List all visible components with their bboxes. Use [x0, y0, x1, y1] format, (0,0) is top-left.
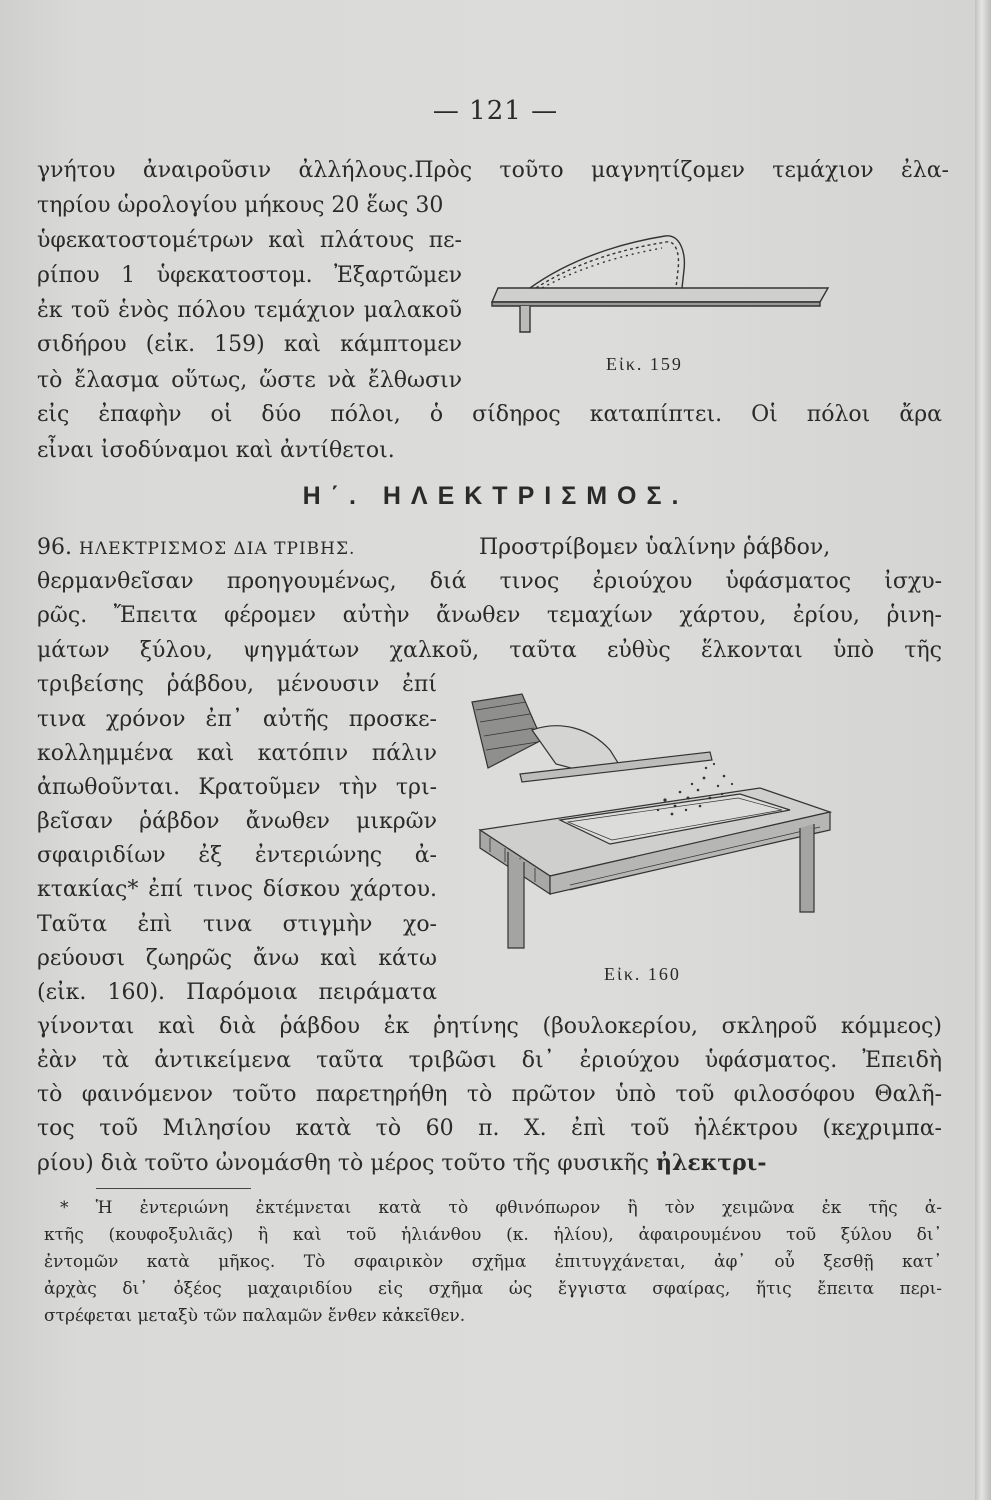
text-line: ἐὰν τὰ ἀντικείμενα ταῦτα τριβῶσι δι᾽ ἐριούχου ὑφάσματος. Ἐπειδὴ: [37, 1048, 942, 1073]
text-line: τὸ ἔλασμα οὕτως, ὥστε νὰ ἔλθωσιν: [37, 368, 462, 393]
text-line: βεῖσαν ῥάβδον ἄνωθεν μικρῶν: [37, 809, 437, 834]
term-bold: ἠλεκτρι-: [655, 1150, 767, 1176]
text-line: ὑφεκατοστομέτρων καὶ πλάτους πε-: [37, 228, 462, 253]
text-line: μάτων ξύλου, ψηγμάτων χαλκοῦ, ταῦτα εὐθὺς ἕλκονται ὑπὸ τῆς: [37, 638, 942, 663]
section-heading: [37, 533, 355, 564]
text-line: (εἰκ. 160). Παρόμοια πειράματα: [37, 980, 437, 1005]
section-number: 96.: [37, 535, 72, 560]
text-line: ἐκ τοῦ ἑνὸς πόλου τεμάχιον μαλακοῦ: [37, 298, 462, 323]
text-line: εἰς ἐπαφὴν οἱ δύο πόλοι, ὁ σίδηρος καταπίπτει. Οἱ πόλοι ἄρα: [37, 402, 942, 427]
page-number: — 121 —: [432, 96, 559, 126]
section-title: ΗΛΕΚΤΡΙΣΜΟΣ ΔΙΑ ΤΡΙΒΗΣ.: [79, 539, 356, 559]
text-line: [37, 1148, 766, 1179]
text-line: Ταῦτα ἐπὶ τινα στιγμὴν χο-: [37, 912, 437, 937]
page-edge: [975, 0, 991, 1500]
figure-160-caption: Εἰκ. 160: [604, 964, 681, 984]
footnote-line: στρέφεται μεταξὺ τῶν παλαμῶν ἔνθεν κἀκεῖθεν.: [44, 1306, 466, 1326]
text-line: τὸ φαινόμενον τοῦτο παρετηρήθη τὸ πρῶτον ὑπὸ τοῦ φιλοσόφου Θαλῆ-: [37, 1082, 942, 1107]
footnote-line: * Ἡ ἐντεριώνη ἐκτέμνεται κατὰ τὸ φθινόπωρον ἢ τὸν χειμῶνα ἐκ τῆς ἀ-: [60, 1198, 942, 1218]
text-line: εἶναι ἰσοδύναμοι καὶ ἀντίθετοι.: [37, 438, 395, 463]
figure-159-magnet-strip: [490, 222, 840, 342]
text-line: σιδήρου (εἰκ. 159) καὶ κάμπτομεν: [37, 332, 462, 357]
text-line: θερμανθεῖσαν προηγουμένως, διά τινος ἐριούχου ὑφάσματος ἰσχυ-: [37, 569, 942, 594]
text-line: τηρίου ὡρολογίου μήκους 20 ἕως 30: [37, 193, 444, 218]
figure-159-caption: Εἰκ. 159: [606, 354, 683, 374]
text-line: ρίπου 1 ὑφεκατοστομ. Ἐξαρτῶμεν: [37, 263, 462, 288]
text-line: κτακίας* ἐπί τινος δίσκου χάρτου.: [37, 877, 437, 902]
text-line: γίνονται καὶ διὰ ῥάβδου ἐκ ῥητίνης (βουλοκερίου, σκληροῦ κόμμεος): [37, 1014, 942, 1039]
text-line: Προστρίβομεν ὑαλίνην ῥάβδον,: [479, 535, 831, 560]
footnote-line: ἐντομῶν κατὰ μῆκος. Τὸ σφαιρικὸν σχῆμα ἐπιτυγχάνεται, ἀφ᾽ οὗ ξεσθῇ κατ᾽: [44, 1252, 942, 1272]
text-line: ρῶς. Ἔπειτα φέρομεν αὐτὴν ἄνωθεν τεμαχίων χάρτου, ἐρίου, ῥινη-: [37, 603, 942, 628]
figure-160-electrostatic-experiment: [460, 680, 860, 960]
text-line: ἀπωθοῦνται. Κρατοῦμεν τὴν τρι-: [37, 775, 437, 800]
text-line: ρεύουσι ζωηρῶς ἄνω καὶ κάτω: [37, 946, 437, 971]
footnote-rule: [96, 1188, 251, 1189]
text-line: τινα χρόνον ἐπ᾽ αὐτῆς προσκε-: [37, 707, 437, 732]
text-line-start: ρίου) διὰ τοῦτο ὠνομάσθη τὸ μέρος τοῦτο τῆς φυσικῆς: [37, 1151, 649, 1176]
text-line: τος τοῦ Μιλησίου κατὰ τὸ 60 π. Χ. ἐπὶ τοῦ ἠλέκτρου (κεχριμπα-: [37, 1116, 942, 1141]
chapter-heading: Η΄. ΗΛΕΚΤΡΙΣΜΟΣ.: [302, 482, 689, 510]
text-line: τριβείσης ῥάβδου, μένουσιν ἐπί: [37, 672, 437, 697]
footnote-line: κτῆς (κουφοξυλιᾶς) ἢ καὶ τοῦ ἡλιάνθου (κ. ἡλίου), ἀφαιρουμένου τοῦ ξύλου δι᾽: [44, 1225, 942, 1245]
text-line: σφαιριδίων ἐξ ἐντεριώνης ἀ-: [37, 843, 437, 868]
text-line: κολλημμένα καὶ κατόπιν πάλιν: [37, 741, 437, 766]
footnote-line: ἀρχὰς δι᾽ ὀξέος μαχαιριδίου εἰς σχῆμα ὡς ἔγγιστα σφαίρας, ἥτις ἔπειτα περι-: [44, 1279, 942, 1299]
text-line: γνήτου ἀναιροῦσιν ἀλλήλους.Πρὸς τοῦτο μαγνητίζομεν τεμάχιον ἐλα-: [37, 158, 949, 183]
